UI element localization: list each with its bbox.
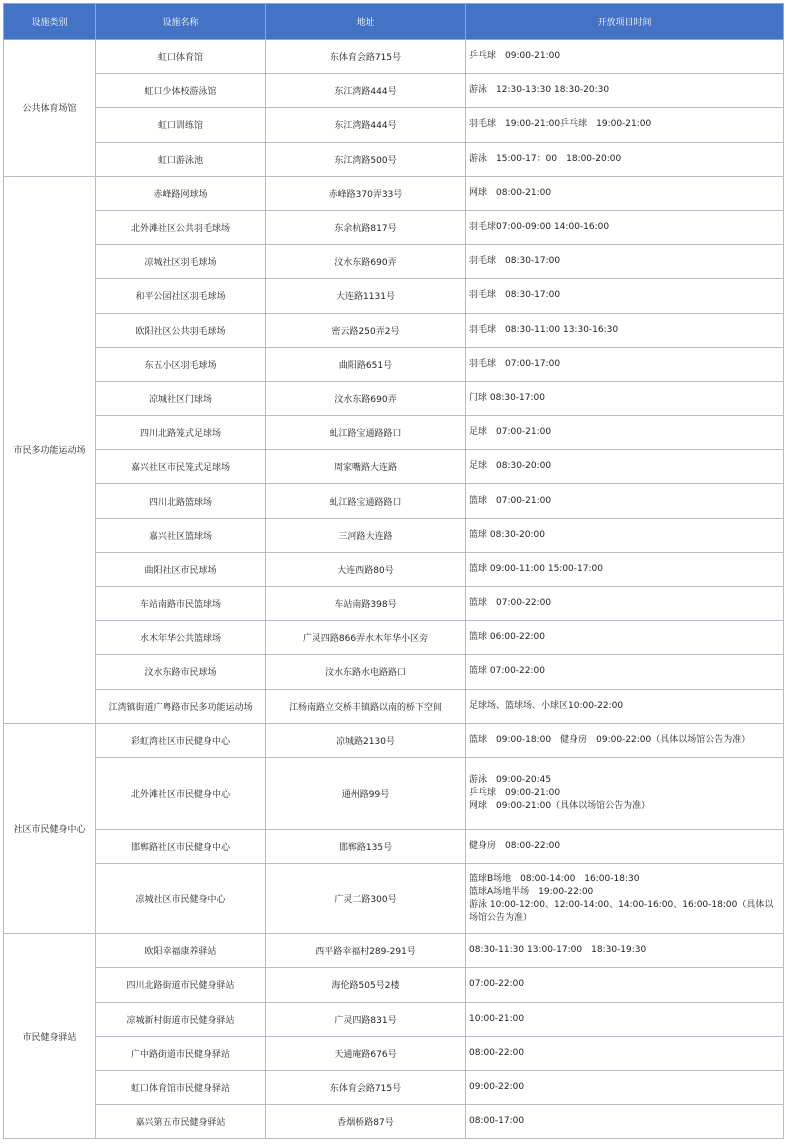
table-row bbox=[4, 210, 784, 244]
address-cell: 东江湾路500号 bbox=[266, 142, 466, 176]
table-row bbox=[4, 313, 784, 347]
table-row bbox=[4, 723, 784, 757]
facility-name-cell: 嘉兴第五市民健身驿站 bbox=[96, 1105, 266, 1139]
header-facility-name: 设施名称 bbox=[96, 4, 266, 40]
table-row bbox=[4, 74, 784, 108]
facility-name-cell: 北外滩社区市民健身中心 bbox=[96, 757, 266, 829]
category-cell: 社区市民健身中心 bbox=[4, 723, 96, 933]
facility-table bbox=[3, 3, 784, 1139]
facility-name-cell: 凉城新村街道市民健身驿站 bbox=[96, 1002, 266, 1036]
table-row bbox=[4, 347, 784, 381]
table-row bbox=[4, 829, 784, 863]
table-row bbox=[4, 108, 784, 142]
address-cell: 江杨南路立交桥丰镇路以南的桥下空间 bbox=[266, 689, 466, 723]
open-hours-cell: 健身房 08:00-22:00 bbox=[466, 829, 784, 863]
address-cell: 车站南路398号 bbox=[266, 587, 466, 621]
address-cell: 东江湾路444号 bbox=[266, 108, 466, 142]
open-hours-cell: 篮球B场地 08:00-14:00 16:00-18:30 篮球A场地半场 19:00-22:00 游泳 10:00-12:00、12:00-14:00、14:00-16:00、16:00-18:00（具体以场馆公告为准） bbox=[466, 864, 784, 934]
facility-name-cell: 车站南路市民篮球场 bbox=[96, 587, 266, 621]
category-cell: 公共体育场馆 bbox=[4, 40, 96, 177]
table-row bbox=[4, 245, 784, 279]
table-row bbox=[4, 1105, 784, 1139]
open-hours-cell: 篮球 08:30-20:00 bbox=[466, 518, 784, 552]
open-hours-cell: 游泳 12:30-13:30 18:30-20:30 bbox=[466, 74, 784, 108]
facility-name-cell: 虹口体育馆市民健身驿站 bbox=[96, 1070, 266, 1104]
table-row bbox=[4, 864, 784, 934]
address-cell: 汶水东路水电路路口 bbox=[266, 655, 466, 689]
facility-name-cell: 广中路街道市民健身驿站 bbox=[96, 1036, 266, 1070]
address-cell: 广灵四路831号 bbox=[266, 1002, 466, 1036]
facility-name-cell: 欧阳幸福康养驿站 bbox=[96, 934, 266, 968]
open-hours-cell: 羽毛球 08:30-17:00 bbox=[466, 279, 784, 313]
address-cell: 密云路250弄2号 bbox=[266, 313, 466, 347]
facility-name-cell: 凉城社区羽毛球场 bbox=[96, 245, 266, 279]
table-row bbox=[4, 552, 784, 586]
header-address: 地址 bbox=[266, 4, 466, 40]
table-row bbox=[4, 518, 784, 552]
open-hours-cell: 09:00-22:00 bbox=[466, 1070, 784, 1104]
header-open-hours: 开放项目时间 bbox=[466, 4, 784, 40]
facility-name-cell: 嘉兴社区市民笼式足球场 bbox=[96, 450, 266, 484]
facility-name-cell: 赤峰路网球场 bbox=[96, 176, 266, 210]
address-cell: 虬江路宝通路路口 bbox=[266, 484, 466, 518]
facility-table-container bbox=[3, 3, 783, 1139]
address-cell: 汶水东路690弄 bbox=[266, 245, 466, 279]
address-cell: 西平路幸福村289-291号 bbox=[266, 934, 466, 968]
facility-name-cell: 北外滩社区公共羽毛球场 bbox=[96, 210, 266, 244]
open-hours-cell: 篮球 06:00-22:00 bbox=[466, 621, 784, 655]
facility-name-cell: 虹口训练馆 bbox=[96, 108, 266, 142]
address-cell: 天通庵路676号 bbox=[266, 1036, 466, 1070]
open-hours-cell: 篮球 07:00-22:00 bbox=[466, 587, 784, 621]
header-category: 设施类别 bbox=[4, 4, 96, 40]
address-cell: 邯郸路135号 bbox=[266, 829, 466, 863]
open-hours-cell: 门球 08:30-17:00 bbox=[466, 381, 784, 415]
open-hours-cell: 乒乓球 09:00-21:00 bbox=[466, 40, 784, 74]
open-hours-cell: 游泳 15:00-17：00 18:00-20:00 bbox=[466, 142, 784, 176]
address-cell: 通州路99号 bbox=[266, 757, 466, 829]
open-hours-cell: 羽毛球 08:30-11:00 13:30-16:30 bbox=[466, 313, 784, 347]
open-hours-cell: 羽毛球 19:00-21:00乒乓球 19:00-21:00 bbox=[466, 108, 784, 142]
address-cell: 东江湾路444号 bbox=[266, 74, 466, 108]
address-cell: 大连西路80号 bbox=[266, 552, 466, 586]
open-hours-cell: 08:30-11:30 13:00-17:00 18:30-19:30 bbox=[466, 934, 784, 968]
table-row bbox=[4, 142, 784, 176]
open-hours-cell: 足球场、篮球场、小球区10:00-22:00 bbox=[466, 689, 784, 723]
table-row bbox=[4, 176, 784, 210]
table-row bbox=[4, 40, 784, 74]
address-cell: 三河路大连路 bbox=[266, 518, 466, 552]
address-cell: 香烟桥路87号 bbox=[266, 1105, 466, 1139]
address-cell: 曲阳路651号 bbox=[266, 347, 466, 381]
open-hours-cell: 篮球 09:00-18:00 健身房 09:00-22:00（具体以场馆公告为准） bbox=[466, 723, 784, 757]
address-cell: 广灵四路866弄水木年华小区旁 bbox=[266, 621, 466, 655]
open-hours-cell: 篮球 07:00-21:00 bbox=[466, 484, 784, 518]
table-row bbox=[4, 416, 784, 450]
table-row bbox=[4, 279, 784, 313]
table-row bbox=[4, 655, 784, 689]
facility-name-cell: 东五小区羽毛球场 bbox=[96, 347, 266, 381]
table-row bbox=[4, 1070, 784, 1104]
table-row bbox=[4, 968, 784, 1002]
address-cell: 赤峰路370弄33号 bbox=[266, 176, 466, 210]
facility-name-cell: 欧阳社区公共羽毛球场 bbox=[96, 313, 266, 347]
table-row bbox=[4, 934, 784, 968]
facility-name-cell: 虹口游泳池 bbox=[96, 142, 266, 176]
open-hours-cell: 足球 07:00-21:00 bbox=[466, 416, 784, 450]
open-hours-cell: 07:00-22:00 bbox=[466, 968, 784, 1002]
address-cell: 周家嘴路大连路 bbox=[266, 450, 466, 484]
facility-name-cell: 四川北路笼式足球场 bbox=[96, 416, 266, 450]
facility-name-cell: 曲阳社区市民球场 bbox=[96, 552, 266, 586]
table-row bbox=[4, 1036, 784, 1070]
table-header-row bbox=[4, 4, 784, 40]
table-row bbox=[4, 381, 784, 415]
facility-name-cell: 虹口体育馆 bbox=[96, 40, 266, 74]
facility-name-cell: 江湾镇街道广粤路市民多功能运动场 bbox=[96, 689, 266, 723]
open-hours-cell: 篮球 09:00-11:00 15:00-17:00 bbox=[466, 552, 784, 586]
address-cell: 凉城路2130号 bbox=[266, 723, 466, 757]
address-cell: 东余杭路817号 bbox=[266, 210, 466, 244]
open-hours-cell: 游泳 09:00-20:45 乒乓球 09:00-21:00 网球 09:00-21:00（具体以场馆公告为准） bbox=[466, 757, 784, 829]
open-hours-cell: 网球 08:00-21:00 bbox=[466, 176, 784, 210]
open-hours-cell: 羽毛球 07:00-17:00 bbox=[466, 347, 784, 381]
address-cell: 大连路1131号 bbox=[266, 279, 466, 313]
category-cell: 市民多功能运动场 bbox=[4, 176, 96, 723]
facility-name-cell: 四川北路篮球场 bbox=[96, 484, 266, 518]
table-body bbox=[4, 40, 784, 1139]
facility-name-cell: 和平公园社区羽毛球场 bbox=[96, 279, 266, 313]
facility-name-cell: 嘉兴社区篮球场 bbox=[96, 518, 266, 552]
table-row bbox=[4, 1002, 784, 1036]
facility-name-cell: 凉城社区门球场 bbox=[96, 381, 266, 415]
table-row bbox=[4, 757, 784, 829]
open-hours-cell: 足球 08:30-20:00 bbox=[466, 450, 784, 484]
table-row bbox=[4, 450, 784, 484]
open-hours-cell: 08:00-17:00 bbox=[466, 1105, 784, 1139]
table-row bbox=[4, 484, 784, 518]
table-row bbox=[4, 587, 784, 621]
address-cell: 海伦路505号2楼 bbox=[266, 968, 466, 1002]
facility-name-cell: 凉城社区市民健身中心 bbox=[96, 864, 266, 934]
open-hours-cell: 羽毛球 08:30-17:00 bbox=[466, 245, 784, 279]
facility-name-cell: 邯郸路社区市民健身中心 bbox=[96, 829, 266, 863]
address-cell: 东体育会路715号 bbox=[266, 40, 466, 74]
facility-name-cell: 四川北路街道市民健身驿站 bbox=[96, 968, 266, 1002]
open-hours-cell: 10:00-21:00 bbox=[466, 1002, 784, 1036]
address-cell: 广灵二路300号 bbox=[266, 864, 466, 934]
open-hours-cell: 羽毛球07:00-09:00 14:00-16:00 bbox=[466, 210, 784, 244]
table-row bbox=[4, 689, 784, 723]
open-hours-cell: 08:00-22:00 bbox=[466, 1036, 784, 1070]
facility-name-cell: 水木年华公共篮球场 bbox=[96, 621, 266, 655]
address-cell: 东体育会路715号 bbox=[266, 1070, 466, 1104]
facility-name-cell: 汶水东路市民球场 bbox=[96, 655, 266, 689]
address-cell: 汶水东路690弄 bbox=[266, 381, 466, 415]
address-cell: 虬江路宝通路路口 bbox=[266, 416, 466, 450]
facility-name-cell: 彩虹湾社区市民健身中心 bbox=[96, 723, 266, 757]
open-hours-cell: 篮球 07:00-22:00 bbox=[466, 655, 784, 689]
category-cell: 市民健身驿站 bbox=[4, 934, 96, 1139]
table-row bbox=[4, 621, 784, 655]
facility-name-cell: 虹口少体校游泳馆 bbox=[96, 74, 266, 108]
